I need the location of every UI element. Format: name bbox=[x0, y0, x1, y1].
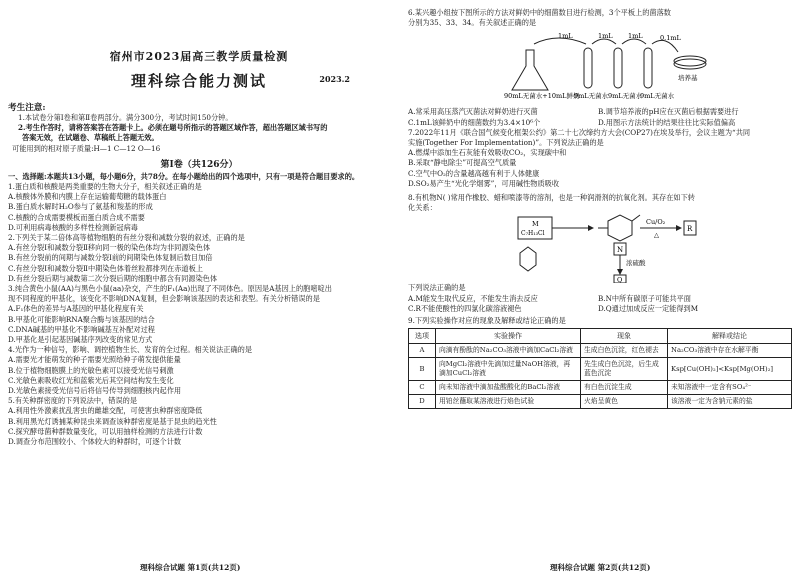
petri-plate-lid bbox=[674, 56, 706, 66]
question-line: B.甲基化可能影响RNA聚合酶与该基因的结合 bbox=[8, 314, 155, 324]
option: D.用图示方法统计的结果往往比实际值偏高 bbox=[598, 117, 736, 127]
option: A.常采用高压蒸汽灭菌法对鲜奶进行灭菌 bbox=[408, 107, 538, 117]
tube-label: 9mL无菌水 bbox=[640, 92, 675, 101]
option: B.调节培养液的pH应在灭菌后根据需要进行 bbox=[598, 107, 739, 117]
question-line: B.有丝分裂前的间期与减数分裂Ⅰ前的间期染色体复制后数目加倍 bbox=[8, 253, 213, 263]
transfer-arrow bbox=[652, 41, 678, 53]
benzene-ring bbox=[520, 247, 536, 271]
table-cell: 向滴有酚酞的Na₂CO₃溶液中滴加CaCl₂溶液 bbox=[436, 344, 581, 358]
question-line: 化关系： bbox=[408, 203, 437, 213]
bond bbox=[632, 215, 640, 221]
option: A.M能发生取代反应，不能发生消去反应 bbox=[408, 293, 538, 303]
tube-shape bbox=[614, 48, 622, 88]
compound-m-formula: C₇H₁₃Cl bbox=[521, 230, 545, 238]
question-line: D.有丝分裂后期与减数第二次分裂后期的细胞中都含有同源染色体 bbox=[8, 273, 218, 283]
exam-header: 宿州市2023届高三教学质量检测 bbox=[109, 50, 289, 63]
question-line: B.采取“静电除尘”可提高空气质量 bbox=[408, 158, 517, 168]
question-line: C.探究酵母菌种群数量变化，可以用抽样检测的方法进行计数 bbox=[8, 426, 203, 436]
plate-label: 培养基 bbox=[678, 74, 698, 83]
condition-label: △ bbox=[654, 231, 659, 240]
notice-title: 考生注意: bbox=[8, 103, 46, 113]
question-line: A.利用性外激素扰乱害虫的雌雄交配，可使害虫种群密度降低 bbox=[8, 406, 203, 416]
question-line: 实施(Together For Implementation)”。下列说法正确的是 bbox=[408, 138, 604, 148]
compound-r-label: R bbox=[687, 225, 693, 234]
condition-label: 浓硫酸 bbox=[626, 259, 646, 268]
table-row bbox=[409, 344, 792, 358]
table-cell: 用铂丝蘸取某溶液进行焰色试验 bbox=[436, 395, 581, 409]
notice-line: 答案无效，在试题卷、草稿纸上答题无效。 bbox=[22, 133, 159, 143]
question-line: D.可利用病毒核酸的多样性检测新冠病毒 bbox=[8, 222, 138, 232]
question-line: 4.光作为一种信号，影响、调控植物生长、发育的全过程。相关说法正确的是 bbox=[8, 345, 253, 355]
dilution-diagram-svg bbox=[408, 30, 788, 106]
table-cell: 向未知溶液中滴加盐酸酸化的BaCl₂溶液 bbox=[436, 381, 581, 395]
question-line: D.SO₂易产生“光化学烟雾”，可用碱性物质吸收 bbox=[408, 178, 560, 188]
option: C.1mL该鲜奶中的细菌数约为3.4×10⁶个 bbox=[408, 117, 541, 127]
transfer-label: 1mL bbox=[598, 32, 613, 41]
table-header: 选项 bbox=[409, 329, 436, 344]
arrow-head bbox=[617, 269, 623, 275]
table-row bbox=[409, 395, 792, 409]
question-line: A.需要光才能萌发的种子需要光照给种子萌发提供能量 bbox=[8, 355, 181, 365]
question-line: 一、选择题:本题共13小题，每小题6分，共78分。在每小题给出的四个选项中，只有一项是符合题目要求的。 bbox=[8, 171, 360, 181]
table-row bbox=[409, 381, 792, 395]
question-line: C.有丝分裂Ⅰ和减数分裂Ⅱ中期染色体着丝粒都排列在赤道板上 bbox=[8, 263, 203, 273]
part1-title: 第Ⅰ卷（共126分） bbox=[160, 159, 238, 170]
question-line: 下列说法正确的是 bbox=[408, 283, 466, 293]
question-line: 3.纯合黄色小鼠(AA)与黑色小鼠(aa)杂交，产生的F₁(Aa)出现了不同体色。原因是A基因上的胞嘧啶出 bbox=[8, 284, 332, 294]
compound-m-label: M bbox=[532, 220, 539, 229]
table-cell: Na₂CO₃溶液中存在水解平衡 bbox=[668, 344, 792, 358]
option: C.R不能使酸性的四氯化碳溶液褪色 bbox=[408, 303, 522, 313]
transfer-label: 0.1mL bbox=[660, 34, 681, 43]
question-line: 8.有机物N( )常用作橡胶、蜡和喷漆等的溶剂，也是一种润滑剂的抗氧化剂。其存在如下转 bbox=[408, 193, 695, 203]
table-cell: 有白色沉淀生成 bbox=[581, 381, 668, 395]
question-line: A.有丝分裂Ⅰ和减数分裂Ⅱ移向同一极的染色体均为非同源染色体 bbox=[8, 243, 211, 253]
table-header: 现象 bbox=[581, 329, 668, 344]
table-cell: B bbox=[409, 358, 436, 381]
flask-label: 90mL无菌水+10mL鲜奶 bbox=[504, 92, 580, 101]
question-line: 7.2022年11月《联合国气候变化框架公约》第二十七次缔约方大会(COP27)在埃及举行，会议主题为“共同 bbox=[408, 127, 751, 137]
notice-line: 2.考生作答时，请将答案答在答题卡上。必须在题号所指示的答题区域作答，超出答题区域书写的 bbox=[18, 123, 328, 133]
cyclohexane-ring bbox=[608, 215, 632, 241]
question-line: C.光敏色素吸收红光和蓝紫光后其空间结构发生变化 bbox=[8, 375, 174, 385]
question-line: 1.蛋白质和核酸是两类重要的生物大分子，相关叙述正确的是 bbox=[8, 182, 202, 192]
question-line: A.核酸体外膜和内膜上存在运输葡萄糖的载体蛋白 bbox=[8, 192, 167, 202]
table-cell: 向MgCl₂溶液中先滴加过量NaOH溶液，再滴加CuCl₂溶液 bbox=[436, 358, 581, 381]
question-line: C.DNA碱基的甲基化不影响碱基互补配对过程 bbox=[8, 324, 155, 334]
table-cell: Ksp[Cu(OH)₂]<Ksp[Mg(OH)₂] bbox=[668, 358, 792, 381]
tube-label: 9mL无菌水 bbox=[608, 92, 643, 101]
question-line: A.F₁体色的差异与A基因的甲基化程度有关 bbox=[8, 304, 144, 314]
reaction-scheme bbox=[408, 213, 790, 283]
question-line: 9.下列实验操作对应的现象及解释或结论正确的是 bbox=[408, 316, 566, 326]
question-line: 5.有关种群密度的下列说法中，错误的是 bbox=[8, 396, 138, 406]
table-cell: 该溶液一定为含钠元素的盐 bbox=[668, 395, 792, 409]
table-cell: D bbox=[409, 395, 436, 409]
option-row bbox=[408, 294, 790, 304]
transfer-label: 1mL bbox=[558, 32, 573, 41]
question-line: D.甲基化是引起基因碱基序列改变的常见方式 bbox=[8, 335, 153, 345]
exam-title-text: 理科综合能力测试 bbox=[130, 72, 267, 90]
tube-shape bbox=[584, 48, 592, 88]
petri-plate bbox=[674, 59, 706, 69]
dilution-diagram bbox=[408, 30, 790, 106]
option-row bbox=[408, 107, 790, 117]
flask-shape bbox=[512, 50, 548, 90]
table-cell: 先生成白色沉淀，后生成蓝色沉淀 bbox=[581, 358, 668, 381]
question-line: 分别为35、33、34。有关叙述正确的是 bbox=[408, 18, 537, 28]
table-cell: A bbox=[409, 344, 436, 358]
option-row bbox=[408, 118, 790, 128]
question-line: D.调查分布范围较小、个体较大的种群时，可逐个计数 bbox=[8, 437, 182, 447]
question-line: B.利用黑光灯诱捕某种昆虫来调查该种群密度是基于昆虫的趋光性 bbox=[8, 416, 217, 426]
question-line: A.燃煤中添加生石灰能有效吸收CO₂，实现碳中和 bbox=[408, 148, 567, 158]
table-cell: 火焰呈黄色 bbox=[581, 395, 668, 409]
tube-shape bbox=[644, 48, 652, 88]
exam-date: 2023.2 bbox=[319, 74, 350, 84]
question-line: D.光敏色素接受光信号后将信号传导到细胞核内起作用 bbox=[8, 386, 182, 396]
right-page bbox=[400, 0, 794, 579]
table-header: 实验操作 bbox=[436, 329, 581, 344]
table-header-row bbox=[409, 329, 792, 344]
arrow-head bbox=[676, 225, 682, 231]
table-row bbox=[409, 358, 792, 381]
question-line: 2.下列关于某二倍体高等植物细胞的有丝分裂和减数分裂的叙述，正确的是 bbox=[8, 233, 245, 243]
transfer-label: 1mL bbox=[628, 32, 643, 41]
question-line: C.核酸的合成需要模板而蛋白质合成不需要 bbox=[8, 212, 145, 222]
table-cell: 未知溶液中一定含有SO₄²⁻ bbox=[668, 381, 792, 395]
tube-label: 9mL无菌水 bbox=[574, 92, 609, 101]
compound-n-label: N bbox=[617, 246, 624, 255]
question-line: 6.某兴趣小组按下图所示的方法对鲜奶中的细菌数目进行检测，3个平板上的菌落数 bbox=[408, 8, 671, 17]
compound-q-label: Q bbox=[617, 276, 623, 284]
question-line: 现不同程度的甲基化，该变化不影响DNA复制，但会影响该基因的表达和表型。有关分析错误的是 bbox=[8, 294, 320, 304]
option: B.N中所有碳原子可能共平面 bbox=[598, 293, 691, 303]
question-line: C.空气中O₂的含量越高越有利于人体健康 bbox=[408, 168, 540, 178]
question-line: B.蛋白质水解时H₂O参与了氨基和羧基的形成 bbox=[8, 202, 153, 212]
condition-label: Cu/O₂ bbox=[646, 218, 666, 227]
option: D.Q通过加成反应一定能得到M bbox=[598, 303, 699, 313]
table-cell: C bbox=[409, 381, 436, 395]
page-footer: 理科综合试题 第2页(共12页) bbox=[550, 563, 651, 572]
exam-title bbox=[8, 70, 390, 91]
question-line: B.位于植物细胞膜上的光敏色素可以接受光信号刺激 bbox=[8, 365, 174, 375]
reaction-scheme-svg bbox=[408, 213, 788, 283]
experiment-table bbox=[408, 328, 792, 409]
option-row bbox=[408, 304, 790, 314]
arrow-head bbox=[588, 225, 594, 231]
notice-line: 可能用到的相对原子质量:H—1 C—12 O—16 bbox=[12, 143, 161, 153]
page-footer: 理科综合试题 第1页(共12页) bbox=[140, 563, 241, 572]
table-cell: 生成白色沉淀，红色褪去 bbox=[581, 344, 668, 358]
notice-line: 1.本试卷分第Ⅰ卷和第Ⅱ卷两部分。满分300分，考试时间150分钟。 bbox=[18, 113, 233, 122]
table-header: 解释或结论 bbox=[668, 329, 792, 344]
